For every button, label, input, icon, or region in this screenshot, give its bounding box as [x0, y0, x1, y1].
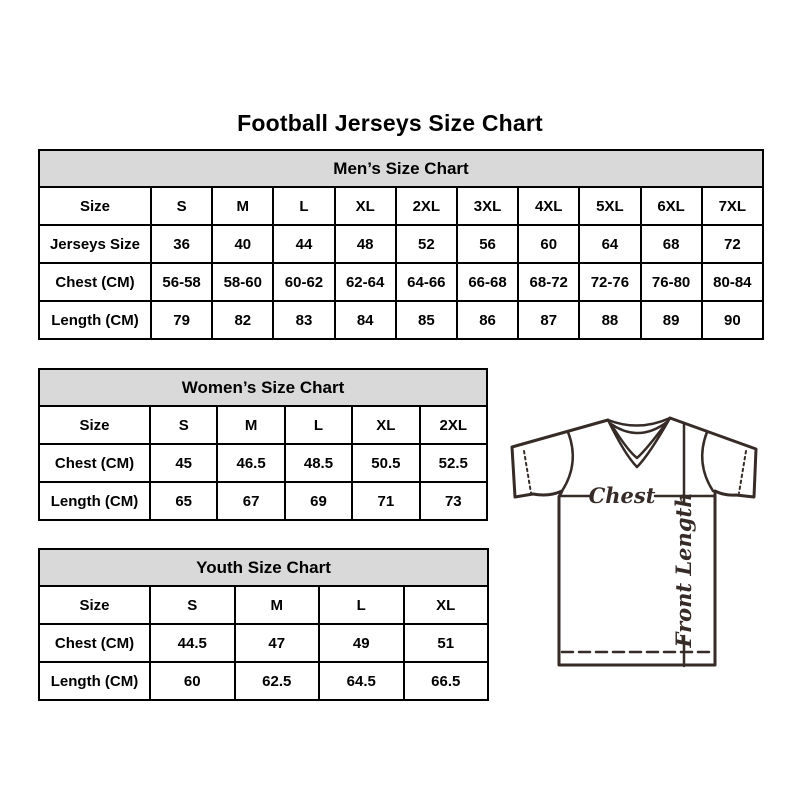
row-label-header: Size	[39, 406, 150, 444]
row-label-header: Size	[39, 586, 150, 624]
value-cell: 67	[217, 482, 284, 520]
size-column-header: L	[319, 586, 404, 624]
value-cell: 86	[457, 301, 518, 339]
value-cell: 88	[579, 301, 640, 339]
value-cell: 64-66	[396, 263, 457, 301]
value-cell: 49	[319, 624, 404, 662]
value-cell: 64	[579, 225, 640, 263]
value-cell: 48	[335, 225, 396, 263]
value-cell: 56-58	[151, 263, 212, 301]
table-row	[39, 444, 487, 482]
value-cell: 60-62	[273, 263, 334, 301]
table-row	[39, 301, 763, 339]
value-cell: 60	[518, 225, 579, 263]
womens-size-chart	[38, 368, 488, 521]
value-cell: 46.5	[217, 444, 284, 482]
value-cell: 72	[702, 225, 763, 263]
size-column-header: M	[212, 187, 273, 225]
size-column-header: 3XL	[457, 187, 518, 225]
value-cell: 72-76	[579, 263, 640, 301]
front-length-label: Front Length	[671, 492, 696, 648]
value-cell: 82	[212, 301, 273, 339]
value-cell: 60	[150, 662, 235, 700]
value-cell: 48.5	[285, 444, 352, 482]
value-cell: 36	[151, 225, 212, 263]
value-cell: 62-64	[335, 263, 396, 301]
size-column-header: S	[151, 187, 212, 225]
table-row	[39, 624, 488, 662]
youth-size-table	[38, 548, 489, 701]
value-cell: 62.5	[235, 662, 320, 700]
value-cell: 84	[335, 301, 396, 339]
value-cell: 68	[641, 225, 702, 263]
size-column-header: 2XL	[420, 406, 487, 444]
youth-size-chart	[38, 548, 489, 701]
value-cell: 58-60	[212, 263, 273, 301]
table-title-row	[39, 150, 763, 187]
size-column-header: 5XL	[579, 187, 640, 225]
mens-size-table	[38, 149, 764, 340]
womens-size-table	[38, 368, 488, 521]
value-cell: 44.5	[150, 624, 235, 662]
table-row	[39, 662, 488, 700]
column-header-row	[39, 406, 487, 444]
value-cell: 64.5	[319, 662, 404, 700]
row-label: Chest (CM)	[39, 444, 150, 482]
row-label: Jerseys Size	[39, 225, 151, 263]
value-cell: 89	[641, 301, 702, 339]
value-cell: 73	[420, 482, 487, 520]
row-label: Length (CM)	[39, 301, 151, 339]
size-column-header: S	[150, 586, 235, 624]
size-column-header: 2XL	[396, 187, 457, 225]
value-cell: 47	[235, 624, 320, 662]
jersey-measurement-diagram	[505, 403, 765, 678]
value-cell: 56	[457, 225, 518, 263]
youth-table-title: Youth Size Chart	[39, 549, 488, 586]
size-column-header: L	[273, 187, 334, 225]
row-label-header: Size	[39, 187, 151, 225]
size-column-header: M	[235, 586, 320, 624]
size-column-header: XL	[352, 406, 419, 444]
value-cell: 76-80	[641, 263, 702, 301]
value-cell: 51	[404, 624, 489, 662]
page-title: Football Jerseys Size Chart	[237, 110, 543, 137]
size-column-header: 7XL	[702, 187, 763, 225]
collar-back-arc	[608, 418, 670, 426]
value-cell: 80-84	[702, 263, 763, 301]
mens-size-chart	[38, 149, 764, 340]
value-cell: 79	[151, 301, 212, 339]
table-row	[39, 225, 763, 263]
right-cuff-stitch-line	[739, 451, 746, 493]
value-cell: 52.5	[420, 444, 487, 482]
value-cell: 40	[212, 225, 273, 263]
size-column-header: 6XL	[641, 187, 702, 225]
chest-label: Chest	[588, 483, 656, 508]
table-row	[39, 482, 487, 520]
right-armhole-seam	[702, 432, 713, 491]
value-cell: 83	[273, 301, 334, 339]
value-cell: 90	[702, 301, 763, 339]
table-row	[39, 263, 763, 301]
value-cell: 66-68	[457, 263, 518, 301]
value-cell: 52	[396, 225, 457, 263]
value-cell: 69	[285, 482, 352, 520]
womens-table-title: Women’s Size Chart	[39, 369, 487, 406]
value-cell: 45	[150, 444, 217, 482]
column-header-row	[39, 586, 488, 624]
value-cell: 87	[518, 301, 579, 339]
size-column-header: S	[150, 406, 217, 444]
mens-table-title: Men’s Size Chart	[39, 150, 763, 187]
row-label: Length (CM)	[39, 482, 150, 520]
value-cell: 65	[150, 482, 217, 520]
size-column-header: XL	[404, 586, 489, 624]
row-label: Chest (CM)	[39, 263, 151, 301]
value-cell: 71	[352, 482, 419, 520]
left-armhole-seam	[562, 432, 573, 491]
value-cell: 66.5	[404, 662, 489, 700]
size-column-header: 4XL	[518, 187, 579, 225]
value-cell: 50.5	[352, 444, 419, 482]
value-cell: 85	[396, 301, 457, 339]
table-title-row	[39, 369, 487, 406]
size-column-header: L	[285, 406, 352, 444]
column-header-row	[39, 187, 763, 225]
table-title-row	[39, 549, 488, 586]
value-cell: 44	[273, 225, 334, 263]
row-label: Length (CM)	[39, 662, 150, 700]
left-cuff-stitch-line	[524, 451, 531, 493]
row-label: Chest (CM)	[39, 624, 150, 662]
size-column-header: M	[217, 406, 284, 444]
size-column-header: XL	[335, 187, 396, 225]
value-cell: 68-72	[518, 263, 579, 301]
